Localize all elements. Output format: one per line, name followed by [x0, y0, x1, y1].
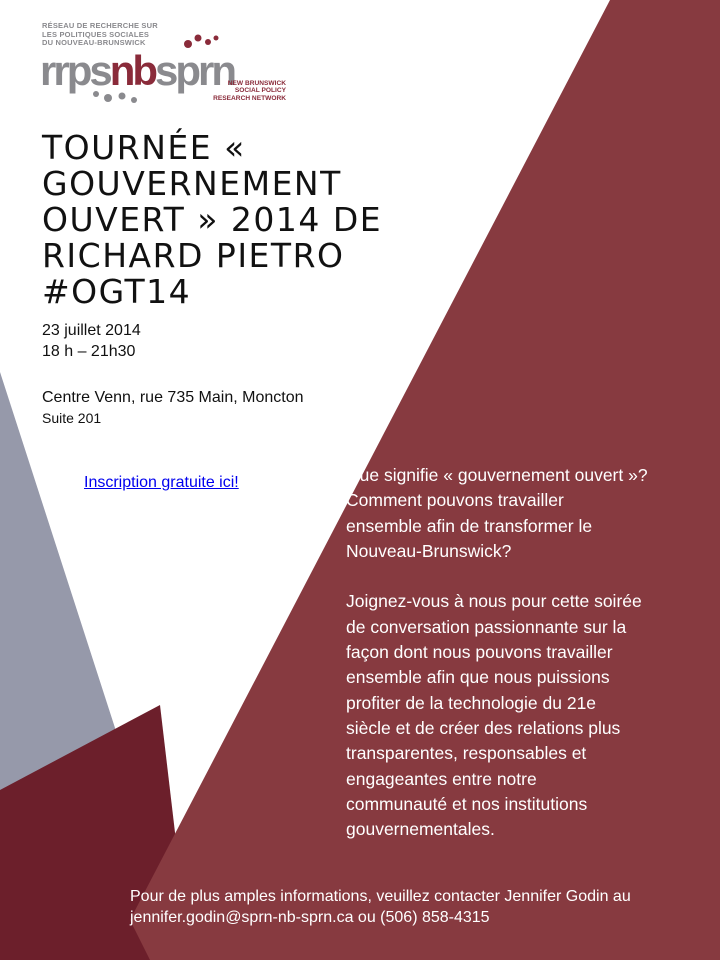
description-line: de conversation passionnante sur la	[346, 616, 627, 637]
logo-english-name: NEW BRUNSWICK SOCIAL POLICY RESEARCH NETWORK	[213, 80, 286, 102]
description-line: Joignez-vous à nous pour cette soirée	[346, 591, 642, 612]
footer-line: jennifer.godin@sprn-nb-sprn.ca ou (506) 858-4315	[130, 909, 490, 926]
description-line: profiter de la technologie du 21e	[346, 692, 597, 713]
footer-line: Pour de plus amples informations, veuillez contacter Jennifer Godin au	[130, 888, 631, 905]
description-line: Que signifie « gouvernement ouvert »?	[346, 465, 648, 485]
event-title	[42, 130, 442, 310]
event-description	[346, 463, 696, 842]
description-line: ensemble afin que nous puissions	[346, 667, 610, 688]
title-line: RICHARD PIETRO	[42, 236, 345, 275]
description-line: façon dont nous pouvons travailler	[346, 642, 613, 663]
contact-footer	[130, 886, 710, 928]
event-address: Centre Venn, rue 735 Main, Moncton	[42, 389, 304, 406]
description-line: gouvernementales.	[346, 819, 495, 840]
description-line: Comment pouvons travailler	[346, 490, 564, 511]
logo-french-name: RÉSEAU DE RECHERCHE SUR LES POLITIQUES SOCIALES DU NOUVEAU-BRUNSWICK	[42, 21, 158, 47]
title-line: TOURNÉE «	[42, 128, 246, 167]
logo-wordmark: rrpsnbsprn	[40, 47, 235, 94]
free-registration-link[interactable]: Inscription gratuite ici!	[84, 474, 239, 491]
description-line: Nouveau-Brunswick?	[346, 540, 512, 561]
event-time: 18 h – 21h30	[42, 343, 136, 360]
title-line: OUVERT » 2014 DE	[42, 200, 383, 239]
title-line: GOUVERNEMENT	[42, 164, 342, 203]
description-line: siècle et de créer des relations plus	[346, 717, 621, 738]
sprn-logo	[40, 22, 290, 106]
paragraph-gap	[346, 564, 696, 589]
event-date: 23 juillet 2014	[42, 322, 141, 339]
description-line: transparentes, responsables et	[346, 743, 587, 764]
event-suite: Suite 201	[42, 410, 102, 426]
description-line: ensemble afin de transformer le	[346, 515, 593, 536]
description-line: engageantes entre notre	[346, 768, 537, 789]
title-line: #OGT14	[42, 272, 192, 311]
description-line: communauté et nos institutions	[346, 793, 588, 814]
